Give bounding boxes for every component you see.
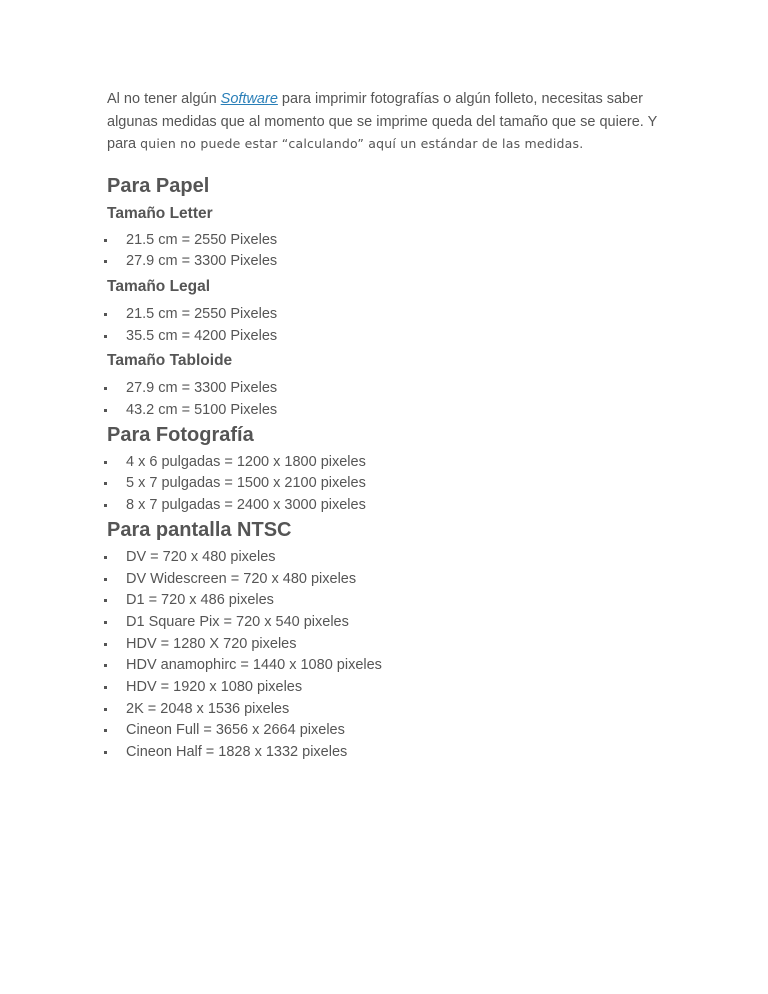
list-item-text: 21.5 cm = 2550 Pixeles — [126, 231, 278, 248]
heading-para-fotografia: Para Fotografía — [107, 423, 254, 446]
heading-para-pantalla-ntsc: Para pantalla NTSC — [107, 518, 292, 541]
bullet-icon — [104, 578, 107, 581]
heading-para-papel: Para Papel — [107, 174, 210, 197]
list-item-text: 27.9 cm = 3300 Pixeles — [126, 253, 278, 270]
list-item — [107, 590, 687, 612]
list-tabloide — [107, 378, 687, 421]
list-item-text: DV Widescreen = 720 x 480 pixeles — [126, 570, 357, 587]
bullet-icon — [104, 686, 107, 689]
intro-text-start: Al no tener algún — [107, 91, 221, 107]
bullet-icon — [104, 643, 107, 646]
intro-paragraph — [107, 88, 687, 156]
list-item — [107, 569, 687, 591]
heading-tamano-letter: Tamaño Letter — [107, 204, 213, 222]
list-item — [107, 612, 687, 634]
bullet-icon — [104, 504, 107, 507]
list-item — [107, 326, 687, 348]
bullet-icon — [104, 664, 107, 667]
bullet-icon — [104, 387, 107, 390]
list-item — [107, 378, 687, 400]
list-item — [107, 304, 687, 326]
list-legal — [107, 304, 687, 347]
document-content — [107, 88, 687, 764]
bullet-icon — [104, 260, 107, 263]
list-item — [107, 230, 687, 252]
list-letter — [107, 230, 687, 273]
list-ntsc — [107, 547, 687, 764]
list-item — [107, 547, 687, 569]
bullet-icon — [104, 708, 107, 711]
list-item-text: 4 x 6 pulgadas = 1200 x 1800 pixeles — [126, 453, 366, 470]
list-item-text: 5 x 7 pulgadas = 1500 x 2100 pixeles — [126, 475, 366, 492]
list-item — [107, 655, 687, 677]
bullet-icon — [104, 239, 107, 242]
bullet-icon — [104, 556, 107, 559]
heading-tamano-tabloide: Tamaño Tabloide — [107, 352, 233, 370]
bullet-icon — [104, 409, 107, 412]
bullet-icon — [104, 335, 107, 338]
list-item-text: Cineon Full = 3656 x 2664 pixeles — [126, 722, 345, 739]
bullet-icon — [104, 599, 107, 602]
list-item — [107, 452, 687, 474]
list-item-text: HDV anamophirc = 1440 x 1080 pixeles — [126, 657, 382, 674]
bullet-icon — [104, 461, 107, 464]
list-item-text: D1 Square Pix = 720 x 540 pixeles — [126, 613, 349, 630]
bullet-icon — [104, 729, 107, 732]
list-item-text: 21.5 cm = 2550 Pixeles — [126, 305, 278, 322]
list-fotografia — [107, 452, 687, 517]
list-item — [107, 634, 687, 656]
intro-text-middle: para imprimir fotografías o algún folleto, necesitas saber algunas medidas que al momento que se imprime queda del tamaño que se quiere. Y para — [107, 91, 658, 152]
list-item — [107, 742, 687, 764]
list-item — [107, 400, 687, 422]
bullet-icon — [104, 482, 107, 485]
list-item-text: 43.2 cm = 5100 Pixeles — [126, 402, 278, 419]
list-item-text: D1 = 720 x 486 pixeles — [126, 592, 274, 609]
list-item-text: 2K = 2048 x 1536 pixeles — [126, 700, 290, 717]
list-item-text: 35.5 cm = 4200 Pixeles — [126, 327, 278, 344]
list-item-text: 8 x 7 pulgadas = 2400 x 3000 pixeles — [126, 497, 366, 514]
list-item-text: 27.9 cm = 3300 Pixeles — [126, 380, 278, 397]
list-item-text: Cineon Half = 1828 x 1332 pixeles — [126, 744, 348, 761]
list-item — [107, 251, 687, 273]
intro-text-end: quien no puede estar “calculando” aquí un estándar de las medidas. — [140, 136, 584, 151]
list-item — [107, 473, 687, 495]
list-item-text: HDV = 1920 x 1080 pixeles — [126, 679, 303, 696]
heading-tamano-legal: Tamaño Legal — [107, 277, 211, 295]
list-item-text: HDV = 1280 X 720 pixeles — [126, 635, 297, 652]
list-item — [107, 677, 687, 699]
list-item — [107, 720, 687, 742]
list-item-text: DV = 720 x 480 pixeles — [126, 548, 276, 565]
list-item — [107, 699, 687, 721]
list-item — [107, 495, 687, 517]
bullet-icon — [104, 621, 107, 624]
bullet-icon — [104, 751, 107, 754]
software-link[interactable]: Software — [220, 91, 278, 107]
bullet-icon — [104, 313, 107, 316]
